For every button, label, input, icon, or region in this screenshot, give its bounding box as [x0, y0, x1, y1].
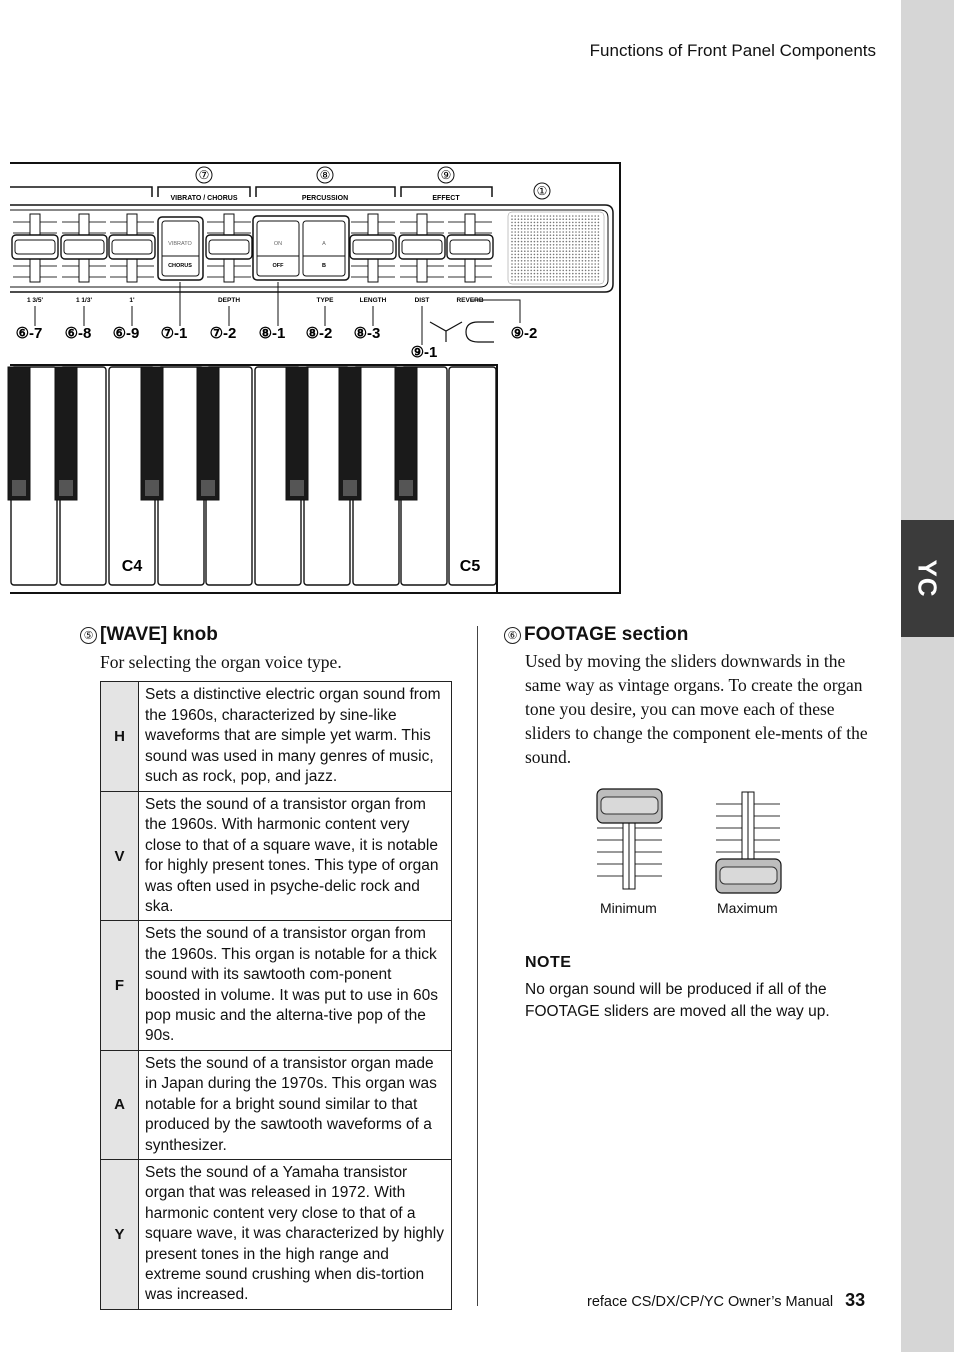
column-divider — [477, 626, 478, 1306]
slider-label-type: TYPE — [316, 297, 334, 304]
wave-key: F — [101, 921, 139, 1050]
slider-label-dist: DIST — [414, 297, 430, 304]
slider-label-depth: DEPTH — [217, 297, 241, 304]
section-number: ⑥ — [504, 627, 521, 644]
percussion-b-label: B — [322, 263, 326, 269]
callout-label: ⑨-1 — [410, 344, 438, 361]
slider-icon — [61, 214, 107, 282]
slider-label-1: 1' — [129, 297, 135, 304]
fader-diagram — [580, 784, 800, 899]
group-number-7: ⑦ — [198, 168, 210, 182]
manual-title: reface CS/DX/CP/YC Owner’s Manual — [587, 1294, 834, 1310]
page-number: 33 — [845, 1290, 866, 1310]
wave-description: Sets the sound of a transistor organ made in Japan during the 1970s. This organ was notable for a bright sound similar to that produced by the sawtooth waveforms of a synthesizer. — [139, 1050, 452, 1159]
slider-label-reverb: REVERB — [456, 297, 484, 304]
wave-title-text: [WAVE] knob — [100, 624, 218, 645]
white-key — [449, 367, 496, 585]
key-label-c4: C4 — [121, 558, 143, 575]
percussion-on-label: ON — [273, 241, 283, 247]
table-row — [101, 1050, 452, 1159]
section-number: ⑤ — [80, 627, 97, 644]
side-band — [901, 0, 954, 1352]
fader-caption-minimum: Minimum — [600, 900, 657, 916]
wave-intro: For selecting the organ voice type. — [100, 652, 342, 672]
group-number-9: ⑨ — [440, 168, 452, 182]
wave-description: Sets a distinctive electric organ sound from the 1960s, characterized by sine-like waveforms that are simple yet warm. This sound was used in many genres of music, such as rock, pop, and jazz. — [139, 682, 452, 792]
slider-icon — [447, 214, 493, 282]
wave-table — [100, 681, 452, 1310]
footage-body: Used by moving the sliders downwards in the same way as vintage organs. To create the organ tone you desire, you can move each of these sliders to change the component ele-ments of the sound. — [525, 651, 868, 767]
slider-icon — [206, 214, 252, 282]
slider-label-1-1-3: 1 1/3' — [75, 297, 93, 304]
group-label-vibrato-chorus: VIBRATO / CHORUS — [170, 195, 238, 202]
callout-label: ⑧-1 — [258, 325, 286, 342]
wave-section-title — [80, 624, 218, 646]
key-label-c5: C5 — [459, 558, 481, 575]
vibrato-button-label: VIBRATO — [168, 241, 192, 247]
callout-label: ⑧-2 — [305, 325, 333, 342]
table-row — [101, 1159, 452, 1309]
fader-maximum-icon — [716, 792, 781, 893]
wave-key: A — [101, 1050, 139, 1159]
slider-icon — [350, 214, 396, 282]
slider-label-1-3-5: 1 3/5' — [26, 297, 44, 304]
table-row — [101, 682, 452, 792]
callout-label: ⑨-2 — [510, 325, 538, 342]
wave-description: Sets the sound of a Yamaha transistor organ that was released in 1972. With harmonic content very close to that of a square wave, it was characterized by highly present tones in the high range and extreme sound crushing when dis-tortion was increased. — [139, 1159, 452, 1309]
chapter-tab — [901, 520, 954, 637]
wave-key: H — [101, 682, 139, 792]
fader-caption-maximum: Maximum — [717, 900, 778, 916]
wave-key: Y — [101, 1159, 139, 1309]
table-row — [101, 921, 452, 1050]
group-number-1: ① — [536, 184, 548, 198]
table-row — [101, 792, 452, 921]
fader-minimum-icon — [597, 789, 662, 889]
chapter-tab-label: YC — [913, 559, 943, 598]
callout-label: ⑥-8 — [64, 325, 92, 342]
slider-icon — [399, 214, 445, 282]
percussion-a-label: A — [322, 241, 326, 247]
front-panel-illustration — [0, 155, 640, 600]
note-heading: NOTE — [525, 954, 572, 971]
group-label-percussion: PERCUSSION — [301, 195, 349, 202]
slider-label-length: LENGTH — [359, 297, 387, 304]
callout-label: ⑦-1 — [160, 325, 188, 342]
wave-key: V — [101, 792, 139, 921]
wave-description: Sets the sound of a transistor organ from the 1960s. This organ is notable for a thick sound with its sawtooth com-ponent boosted in volume. It was put to use in 60s pop music and the alterna-tive pop of the 90s. — [139, 921, 452, 1050]
page-footer — [587, 1290, 865, 1311]
note-text: No organ sound will be produced if all of the FOOTAGE sliders are moved all the way up. — [525, 981, 830, 1020]
slider-icon — [12, 214, 58, 282]
callout-label: ⑥-7 — [15, 325, 43, 342]
callout-label: ⑥-9 — [112, 325, 140, 342]
wave-description: Sets the sound of a transistor organ from the 1960s. With harmonic content very close to that of a square wave, it is notable for highly present tones. This type of organ was often used in psyche-delic rock and ska. — [139, 792, 452, 921]
chorus-button-label: CHORUS — [168, 263, 192, 269]
group-label-effect: EFFECT — [432, 195, 460, 202]
callout-label: ⑦-2 — [209, 325, 237, 342]
callout-label: ⑧-3 — [353, 325, 381, 342]
percussion-off-label: OFF — [272, 263, 284, 269]
slider-icon — [109, 214, 155, 282]
group-number-8: ⑧ — [319, 168, 331, 182]
footage-title-text: FOOTAGE section — [524, 624, 689, 645]
running-header: Functions of Front Panel Components — [589, 41, 876, 60]
footage-section-title — [504, 624, 688, 646]
